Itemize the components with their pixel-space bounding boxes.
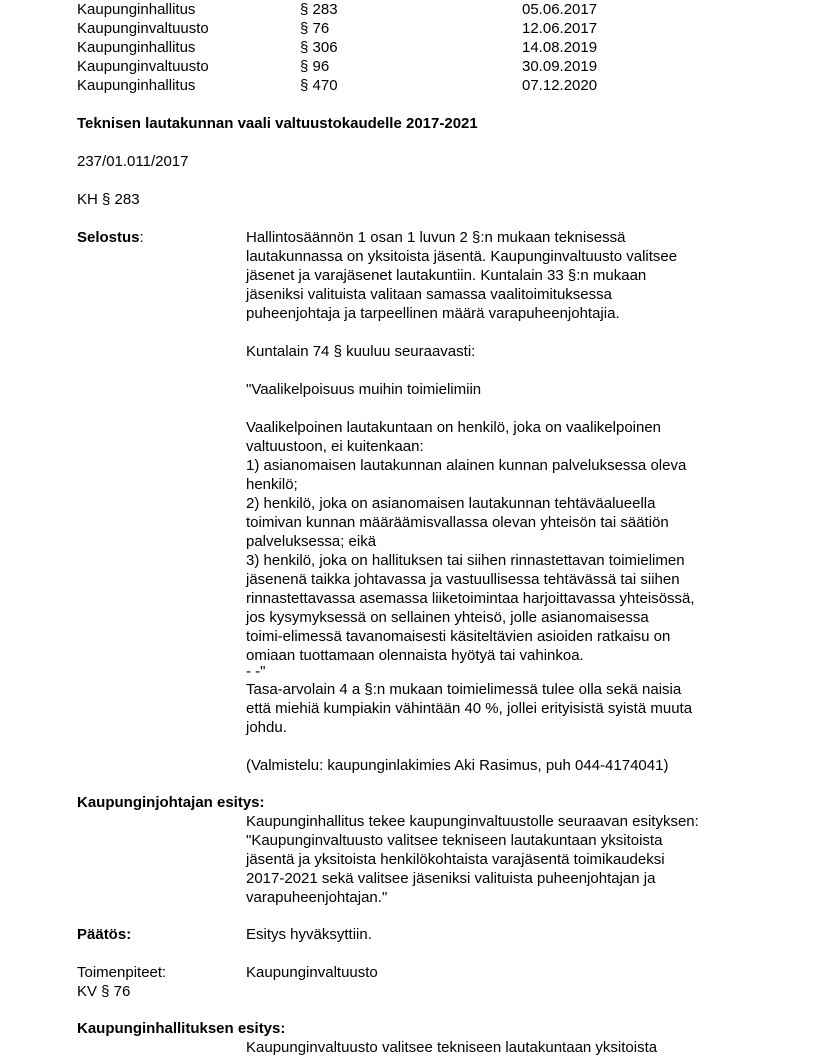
johtaja-label: Kaupunginjohtajan esitys: (77, 794, 265, 811)
text-line: Tasa-arvolain 4 a §:n mukaan toimielimessä tulee olla sekä naisia (246, 681, 682, 698)
text-line: että miehiä kumpiakin vähintään 40 %, jollei erityisistä syistä muuta (246, 700, 693, 717)
history-date: 30.09.2019 (522, 58, 598, 75)
selostus-heading (77, 228, 144, 247)
document-title: Teknisen lautakunnan vaali valtuustokaudelle 2017-2021 (77, 115, 478, 132)
history-date: 12.06.2017 (522, 20, 598, 37)
text-line: jäseniksi valituista valitaan samassa vaalitoimituksessa (246, 286, 612, 303)
text-line: 1) asianomaisen lautakunnan alainen kunnan palveluksessa oleva (246, 457, 687, 474)
text-line: varapuheenjohtajan." (246, 889, 388, 906)
history-body: Kaupunginhallitus (77, 39, 196, 56)
toimenpiteet-text: Kaupunginvaltuusto (246, 964, 378, 981)
text-line: jos kysymyksessä on sellainen yhteisö, jolle asianomaisessa (246, 609, 649, 626)
selostus-label: Selostus (77, 229, 140, 246)
text-line: lautakunnassa on yksitoista jäsentä. Kaupunginvaltuusto valitsee (246, 248, 678, 265)
text-line: "Kaupunginvaltuusto valitsee tekniseen lautakuntaan yksitoista (246, 832, 663, 849)
history-section: § 283 (300, 1, 338, 18)
history-section: § 470 (300, 77, 338, 94)
text-line: 3) henkilö, joka on hallituksen tai siihen rinnastettavan toimielimen (246, 552, 685, 569)
text-line: Kaupunginhallitus tekee kaupunginvaltuustolle seuraavan esityksen: (246, 813, 699, 830)
text-line: omiaan tuottamaan olennaista hyötyä tai vahinkoa. (246, 647, 584, 664)
text-line: Kaupunginvaltuusto valitsee tekniseen lautakuntaan yksitoista (246, 1039, 658, 1056)
text-line: toimivan kunnan määräämisvallassa olevan yhteisön tai säätiön (246, 514, 669, 531)
diary-number: 237/01.011/2017 (77, 153, 189, 170)
text-line: toimi-elimessä tavanomaisesti käsiteltävien asioiden ratkaisu on (246, 628, 671, 645)
text-line: henkilö; (246, 476, 298, 493)
text-line: jäsentä ja yksitoista henkilökohtaista varajäsentä toimikaudeksi (246, 851, 665, 868)
history-body: Kaupunginvaltuusto (77, 20, 209, 37)
toimenpiteet-label: Toimenpiteet: (77, 964, 167, 981)
history-body: Kaupunginvaltuusto (77, 58, 209, 75)
history-body: Kaupunginhallitus (77, 1, 196, 18)
history-date: 07.12.2020 (522, 77, 598, 94)
text-line: jäsenet ja varajäsenet lautakuntiin. Kuntalain 33 §:n mukaan (246, 267, 647, 284)
history-section: § 96 (300, 58, 330, 75)
text-line: "Vaalikelpoisuus muihin toimielimiin (246, 381, 482, 398)
history-section: § 76 (300, 20, 330, 37)
hallitus-label: Kaupunginhallituksen esitys: (77, 1020, 286, 1037)
history-body: Kaupunginhallitus (77, 77, 196, 94)
history-date: 05.06.2017 (522, 1, 598, 18)
history-date: 14.08.2019 (522, 39, 598, 56)
text-line: 2) henkilö, joka on asianomaisen lautakunnan tehtäväalueella (246, 495, 656, 512)
text-line: Hallintosäännön 1 osan 1 luvun 2 §:n mukaan teknisessä (246, 229, 626, 246)
preparer-note: (Valmistelu: kaupunginlakimies Aki Rasimus, puh 044-4174041) (246, 757, 669, 774)
selostus-colon: : (139, 229, 144, 246)
text-line: Vaalikelpoinen lautakuntaan on henkilö, joka on vaalikelpoinen (246, 419, 662, 436)
text-line: rinnastettavassa asemassa liiketoimintaa harjoittavassa yhteisössä, (246, 590, 695, 607)
text-line: - -" (246, 663, 266, 680)
kv-section: KV § 76 (77, 983, 131, 1000)
history-section: § 306 (300, 39, 338, 56)
text-line: johdu. (246, 719, 287, 736)
paatos-text: Esitys hyväksyttiin. (246, 926, 372, 943)
text-line: puheenjohtaja ja tarpeellinen määrä varapuheenjohtajia. (246, 305, 620, 322)
paatos-label: Päätös: (77, 926, 132, 943)
text-line: valtuustoon, ei kuitenkaan: (246, 438, 424, 455)
text-line: Kuntalain 74 § kuuluu seuraavasti: (246, 343, 476, 360)
text-line: 2017-2021 sekä valitsee jäseniksi valituista puheenjohtajan ja (246, 870, 656, 887)
text-line: palveluksessa; eikä (246, 533, 377, 550)
kh-section: KH § 283 (77, 191, 140, 208)
text-line: jäsenenä taikka johtavassa ja vastuullisessa tehtävässä tai siihen (246, 571, 680, 588)
